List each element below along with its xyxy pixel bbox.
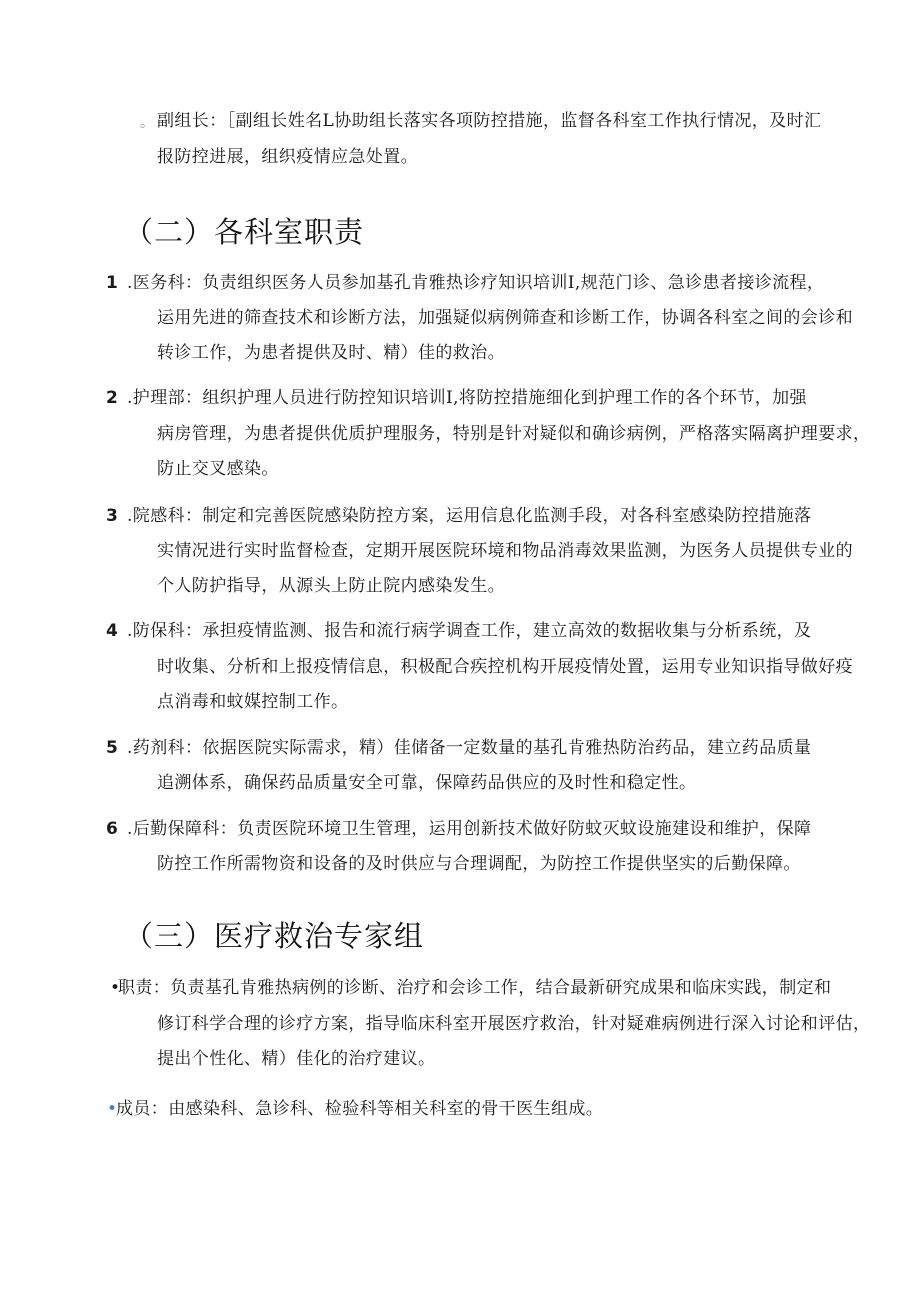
item-line: .药剂科：依据医院实际需求，精）佳储备一定数量的基孔肯雅热防治药品，建立药品质量	[127, 738, 812, 758]
item-number: 5	[106, 738, 121, 758]
dot-bullet-icon: •	[107, 1099, 118, 1119]
item-number: 6	[106, 819, 121, 839]
section-2-heading: （二）各科室职责	[124, 215, 365, 249]
duty-line: 职责：负责基孔肯雅热病例的诊断、治疗和会诊工作，结合最新研究成果和临床实践，制定和	[118, 978, 832, 998]
item-line: 防止交叉感染。	[157, 459, 279, 479]
item-line: 个人防护指导，从源头上防止院内感染发生。	[157, 576, 505, 596]
item-line: 病房管理，为患者提供优质护理服务，特别是针对疑似和确诊病例，严格落实隔离护理要求，	[157, 424, 871, 444]
members-line: 成员：由感染科、急诊科、检验科等相关科室的骨干医生组成。	[116, 1099, 604, 1119]
intro-line-1: 副组长：［副组长姓名L协助组长落实各项防控措施，监督各科室工作执行情况，及时汇	[157, 111, 822, 131]
item-line: .院感科：制定和完善医院感染防控方案，运用信息化监测手段，对各科室感染防控措施落	[127, 506, 812, 526]
item-line: .护理部：组织护理人员进行防控知识培训I,将防控措施细化到护理工作的各个环节，加强	[127, 388, 807, 408]
item-number: 3	[106, 506, 121, 526]
item-line: .后勤保障科：负责医院环境卫生管理，运用创新技术做好防蚊灭蚊设施建设和维护，保障	[127, 819, 812, 839]
item-number: 2	[106, 388, 121, 408]
duty-line: 提出个性化、精）佳化的治疗建议。	[157, 1049, 436, 1069]
duty-line: 修订科学合理的诊疗方案，指导临床科室开展医疗救治，针对疑难病例进行深入讨论和评估，	[157, 1014, 871, 1034]
item-line: 转诊工作，为患者提供及时、精）佳的救治。	[157, 343, 505, 363]
dot-bullet-icon: •	[110, 978, 121, 998]
item-line: 点消毒和蚊媒控制工作。	[157, 692, 349, 712]
intro-line-2: 报防控进展，组织疫情应急处置。	[157, 147, 418, 167]
item-line: 追溯体系，确保药品质量安全可靠，保障药品供应的及时性和稳定性。	[157, 773, 697, 793]
item-line: 防控工作所需物资和设备的及时供应与合理调配，为防控工作提供坚实的后勤保障。	[157, 854, 801, 874]
section-3-heading: （三）医疗救治专家组	[124, 919, 425, 953]
item-line: .医务科：负责组织医务人员参加基孔肯雅热诊疗知识培训I,规范门诊、急诊患者接诊流程，	[127, 273, 825, 293]
item-line: 运用先进的筛查技术和诊断方法，加强疑似病例筛查和诊断工作，协调各科室之间的会诊和	[157, 308, 853, 328]
item-number: 4	[106, 621, 121, 641]
item-line: .防保科：承担疫情监测、报告和流行病学调查工作，建立高效的数据收集与分析系统，及	[127, 621, 812, 641]
item-line: 时收集、分析和上报疫情信息，积极配合疾控机构开展疫情处置，运用专业知识指导做好疫	[157, 657, 853, 677]
item-line: 实情况进行实时监督检查，定期开展医院环境和物品消毒效果监测，为医务人员提供专业的	[157, 541, 853, 561]
item-number: 1	[106, 273, 121, 293]
circle-bullet-icon: 。	[140, 115, 154, 131]
